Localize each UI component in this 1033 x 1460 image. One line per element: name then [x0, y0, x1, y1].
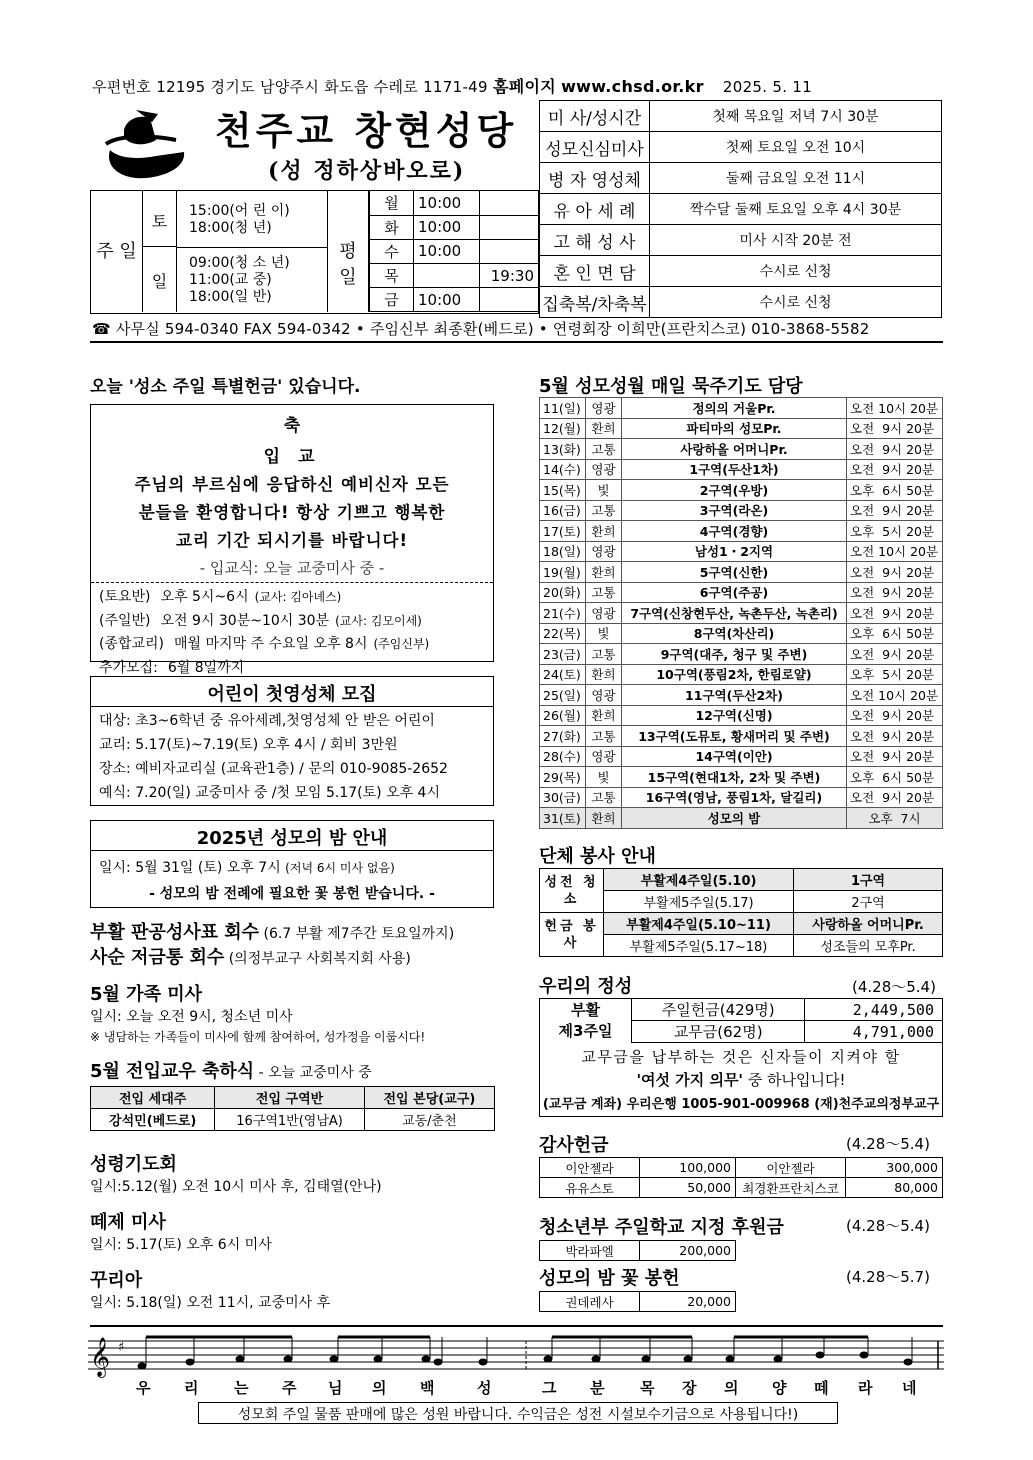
weekday-am: 10:00 — [414, 215, 480, 239]
rosary-row — [540, 623, 943, 644]
rosary-group: 2구역(우방) — [622, 480, 847, 501]
rosary-table — [539, 397, 943, 829]
mass-schedule — [90, 190, 539, 314]
weekday-pm — [480, 288, 539, 312]
rosary-date: 30(금) — [540, 787, 586, 808]
rosary-date: 22(목) — [540, 623, 586, 644]
lyric-syllable: 라 — [858, 1379, 873, 1397]
service-name: 병 자 영성체 — [540, 163, 650, 194]
weekday-day: 화 — [370, 215, 414, 239]
rosary-mystery: 고통 — [586, 644, 622, 665]
class-line: 추가모집: 6월 8일까지 — [99, 659, 245, 676]
weekday-pm — [480, 215, 539, 239]
rosary-time: 오전 9시 20분 — [847, 459, 943, 480]
spirit-prayer-line: 일시:5.12(월) 오전 10시 미사 후, 김태열(안나) — [90, 1179, 382, 1195]
rosary-row — [540, 808, 943, 829]
rosary-mystery: 고통 — [586, 582, 622, 603]
rosary-date: 29(목) — [540, 767, 586, 788]
weekday-day: 수 — [370, 239, 414, 263]
lyric-syllable: 주 — [282, 1379, 297, 1397]
lyric-syllable: 님 — [328, 1379, 343, 1397]
lyric-syllable: 목 — [640, 1379, 655, 1397]
weekday-am — [414, 264, 480, 288]
rosary-date: 15(목) — [540, 480, 586, 501]
service-name: 집축복/차축복 — [540, 287, 650, 318]
rosary-row — [540, 439, 943, 460]
rosary-group: 3구역(라온) — [622, 500, 847, 521]
rosary-mystery: 빛 — [586, 767, 622, 788]
rosary-mystery: 고통 — [586, 787, 622, 808]
note-head — [284, 1356, 293, 1363]
first-communion-box: 어린이 첫영성체 모집 대상: 초3~6학년 중 유아세례,첫영성체 안 받은 어린이 교리: 5.17(토)~7.19(토) 오후 4시 / 회비 3만원 장소: 예비자교리실 (교육관1층) / 문의 010-9085-2652 예식: 7.20(일) 교중미사 중 /첫 모임 5.17(토) 오후 4시 — [90, 676, 494, 806]
weekday-label: 평 일 — [327, 191, 369, 312]
flowers-period: (4.28～5.7) — [846, 1268, 930, 1286]
homepage-link[interactable]: www.chsd.or.kr — [561, 77, 704, 96]
rosary-row — [540, 705, 943, 726]
rosary-date: 13(화) — [540, 439, 586, 460]
svg-text:♯: ♯ — [118, 1340, 125, 1355]
rosary-time: 오전 9시 20분 — [847, 603, 943, 624]
sunday-day: 일 — [143, 247, 177, 312]
youth-table: 박라파엘 200,000 — [539, 1240, 736, 1261]
rosary-time: 오전 9시 20분 — [847, 418, 943, 439]
class-line: (토요반) 오후 5시~6시 (교사: 김아녜스) — [99, 589, 342, 605]
rosary-mystery: 영광 — [586, 541, 622, 562]
rosary-row — [540, 644, 943, 665]
rosary-date: 20(화) — [540, 582, 586, 603]
service-row — [540, 101, 942, 132]
lyric-syllable: 떼 — [814, 1379, 829, 1397]
rosary-date: 24(토) — [540, 664, 586, 685]
note-head — [816, 1352, 825, 1359]
rosary-row — [540, 685, 943, 706]
service-name: 유 아 세 례 — [540, 194, 650, 225]
weekday-row — [370, 191, 539, 215]
newcomers-title: 5월 전입교우 축하식 - 오늘 교중미사 중 — [90, 1061, 372, 1082]
rosary-time: 오후 5시 20분 — [847, 664, 943, 685]
rosary-group: 12구역(신명) — [622, 705, 847, 726]
rosary-time: 오후 5시 20분 — [847, 521, 943, 542]
note-head — [330, 1356, 339, 1363]
rosary-title: 5월 성모성월 매일 묵주기도 담당 — [539, 376, 803, 397]
rosary-group: 8구역(차산리) — [622, 623, 847, 644]
service-name: 성모신심미사 — [540, 132, 650, 163]
rosary-group: 성모의 밤 — [622, 808, 847, 829]
flowers-table: 권데레사 20,000 — [539, 1291, 736, 1312]
service-row — [540, 132, 942, 163]
rosary-time: 오전 9시 20분 — [847, 705, 943, 726]
curia-line: 일시: 5.18(일) 오전 11시, 교중미사 후 — [90, 1295, 331, 1311]
family-mass-note: ※ 냉담하는 가족들이 미사에 함께 참여하여, 성가정을 이룹시다! — [90, 1030, 426, 1044]
lyric-syllable: 리 — [184, 1379, 199, 1397]
weekday-day: 목 — [370, 264, 414, 288]
taize-title: 떼제 미사 — [90, 1212, 166, 1233]
parish-name: 천주교 창현성당 — [215, 108, 518, 153]
rosary-group: 남성1・2지역 — [622, 541, 847, 562]
rosary-time: 오전 9시 20분 — [847, 562, 943, 583]
parish-patron: (성 정하상바오로) — [268, 158, 466, 184]
contrib-period: (4.28～5.4) — [852, 978, 936, 996]
rosary-date: 19(월) — [540, 562, 586, 583]
note-head — [774, 1356, 783, 1363]
rosary-group: 14구역(이안) — [622, 746, 847, 767]
rosary-date: 18(일) — [540, 541, 586, 562]
note-head — [236, 1356, 245, 1363]
note-head — [479, 1359, 488, 1366]
family-mass-title: 5월 가족 미사 — [90, 984, 202, 1005]
rosary-time: 오전 9시 20분 — [847, 439, 943, 460]
rosary-group: 16구역(영남, 풍림1차, 달길리) — [622, 787, 847, 808]
rosary-row — [540, 767, 943, 788]
rosary-time: 오후 6시 50분 — [847, 767, 943, 788]
admission-box: 축 입 교 주님의 부르심에 응답하신 예비신자 모든 분들을 환영합니다! 항상 기쁘고 행복한 교리 기간 되시기를 바랍니다! - 입교식: 오늘 교중미사 중 - (토요반) 오후 5시~6시 (교사: 김아녜스) (주일반) 오전 9시 30분~10시 30분 (교사: 김모이세) (종합교리) 매월 마지막 주 수요일 오후 8시 (주임신부) 추가모집: 6월 8일까지 — [90, 404, 494, 662]
rosary-date: 16(금) — [540, 500, 586, 521]
rosary-date: 28(수) — [540, 746, 586, 767]
service-value: 미사 시작 20분 전 — [650, 225, 942, 256]
rosary-mystery: 영광 — [586, 398, 622, 419]
weekday-day: 월 — [370, 191, 414, 215]
rosary-row — [540, 582, 943, 603]
rosary-mystery: 영광 — [586, 603, 622, 624]
rosary-row — [540, 459, 943, 480]
weekday-row — [370, 215, 539, 239]
rosary-mystery: 고통 — [586, 439, 622, 460]
rosary-mystery: 고통 — [586, 500, 622, 521]
weekday-pm — [480, 191, 539, 215]
taize-line: 일시: 5.17(토) 오후 6시 미사 — [90, 1237, 272, 1253]
rosary-row — [540, 562, 943, 583]
rosary-mystery: 영광 — [586, 459, 622, 480]
rosary-date: 12(월) — [540, 418, 586, 439]
note-head — [422, 1356, 431, 1363]
rosary-time: 오후 6시 50분 — [847, 623, 943, 644]
rosary-group: 6구역(주공) — [622, 582, 847, 603]
service-value: 첫째 토요일 오전 10시 — [650, 132, 942, 163]
rosary-mystery: 빛 — [586, 480, 622, 501]
staff-title: 단체 봉사 안내 — [539, 846, 656, 867]
rosary-group: 사랑하올 어머니Pr. — [622, 439, 847, 460]
sunday-label: 주 일 — [91, 191, 143, 312]
thanks-period: (4.28～5.4) — [846, 1135, 930, 1153]
thanks-table: 이안젤라 100,000 이안젤라 300,000 유유스토 50,000 최경환프란치스코 80,000 — [539, 1157, 943, 1198]
youth-period: (4.28～5.4) — [846, 1217, 930, 1235]
rosary-date: 21(수) — [540, 603, 586, 624]
rosary-row — [540, 603, 943, 624]
rosary-date: 26(월) — [540, 705, 586, 726]
rosary-time: 오후 6시 50분 — [847, 480, 943, 501]
rosary-group: 15구역(현대1차, 2차 및 주변) — [622, 767, 847, 788]
note-head — [186, 1359, 195, 1366]
marian-night-box: 2025년 성모의 밤 안내 일시: 5월 31일 (토) 오후 7시 (저녁 6시 미사 없음) - 성모의 밤 전례에 필요한 꽃 봉헌 받습니다. - — [90, 820, 494, 908]
header-address: 우편번호 12195 경기도 남양주시 화도읍 수레로 1171-49 홈페이지 www.chsd.or.kr 2025. 5. 11 — [92, 77, 813, 96]
rosary-mystery: 환희 — [586, 705, 622, 726]
rosary-mystery: 영광 — [586, 746, 622, 767]
note-head — [544, 1356, 553, 1363]
service-row — [540, 287, 942, 318]
lyric-syllable: 양 — [772, 1379, 787, 1397]
contact-line: ☎ 사무실 594-0340 FAX 594-0342 • 주임신부 최종환(베드로) • 연령회장 이희만(프란치스코) 010-3868-5582 — [92, 320, 870, 338]
rosary-time: 오전 9시 20분 — [847, 644, 943, 665]
service-value: 짝수달 둘째 토요일 오후 4시 30분 — [650, 194, 942, 225]
rosary-time: 오전 9시 20분 — [847, 582, 943, 603]
contrib-title: 우리의 정성 — [539, 976, 633, 997]
rosary-time: 오후 7시 — [847, 808, 943, 829]
class-line: (주일반) 오전 9시 30분~10시 30분 (교사: 김모이세) — [99, 612, 422, 629]
rosary-date: 23(금) — [540, 644, 586, 665]
rosary-group: 9구역(대주, 청구 및 주변) — [622, 644, 847, 665]
rosary-row — [540, 664, 943, 685]
service-row — [540, 256, 942, 287]
curia-title: 꾸리아 — [90, 1270, 143, 1291]
thanks-title: 감사헌금 — [539, 1135, 609, 1156]
weekday-day: 금 — [370, 288, 414, 312]
footer-notice: 성모회 주일 물품 판매에 많은 성원 바랍니다. 수익금은 성전 시설보수기금으로 사용됩니다!) — [198, 1402, 838, 1424]
service-value: 둘째 금요일 오전 11시 — [650, 163, 942, 194]
rosary-row — [540, 500, 943, 521]
note-head — [138, 1363, 147, 1370]
service-value: 수시로 신청 — [650, 256, 942, 287]
rosary-group: 파티마의 성모Pr. — [622, 418, 847, 439]
service-name: 고 해 성 사 — [540, 225, 650, 256]
rosary-row — [540, 398, 943, 419]
note-head — [684, 1356, 693, 1363]
newcomers-table: 전입 세대주 전입 구역반 전입 본당(교구) 강석민(베드로) 16구역1반(영남A) 교동/춘천 — [90, 1086, 495, 1131]
rosary-row — [540, 726, 943, 747]
rosary-time: 오전 10시 20분 — [847, 398, 943, 419]
note-head — [642, 1356, 651, 1363]
rosary-time: 오전 10시 20분 — [847, 685, 943, 706]
rosary-group: 11구역(두산2차) — [622, 685, 847, 706]
service-name: 혼 인 면 담 — [540, 256, 650, 287]
note-head — [434, 1359, 443, 1366]
rosary-date: 25(일) — [540, 685, 586, 706]
piggy-bank: 사순 저금통 회수 (의정부교구 사회복지회 사용) — [90, 947, 411, 968]
rosary-mystery: 환희 — [586, 664, 622, 685]
note-head — [904, 1359, 913, 1366]
weekday-table — [369, 191, 538, 312]
weekday-am: 10:00 — [414, 191, 480, 215]
note-head — [860, 1352, 869, 1359]
rosary-group: 10구역(풍림2차, 한림로얄) — [622, 664, 847, 685]
lyric-syllable: 의 — [372, 1379, 387, 1397]
youth-title: 청소년부 주일학교 지정 후원금 — [539, 1217, 784, 1238]
rosary-mystery: 환희 — [586, 562, 622, 583]
parish-logo-icon — [96, 100, 192, 184]
rosary-mystery: 환희 — [586, 521, 622, 542]
weekday-pm — [480, 239, 539, 263]
lyric-syllable: 장 — [682, 1379, 697, 1397]
staff-table: 성전 청소 부활제4주일(5.10) 1구역 부활제5주일(5.17) 2구역 헌금 봉사 부활제4주일(5.10~11) 사랑하올 어머니Pr. 부활제5주일(5.17~18) 성조들의 모후Pr. — [539, 868, 943, 957]
service-name: 미 사/성시간 — [540, 101, 650, 132]
service-row — [540, 163, 942, 194]
service-value: 첫째 목요일 저녁 7시 30분 — [650, 101, 942, 132]
lyric-syllable: 우 — [136, 1379, 151, 1397]
sunday-times: 09:00(청 소 년) 11:00(교 중) 18:00(일 반) — [189, 255, 290, 305]
weekday-row — [370, 288, 539, 312]
service-row — [540, 194, 942, 225]
saturday-day: 토 — [143, 191, 177, 247]
lyric-syllable: 성 — [477, 1379, 492, 1397]
rosary-row — [540, 521, 943, 542]
saturday-times: 15:00(어 린 이) 18:00(청 년) — [189, 203, 290, 236]
rosary-time: 오전 10시 20분 — [847, 541, 943, 562]
weekday-am: 10:00 — [414, 288, 480, 312]
rosary-group: 7구역(신창현두산, 녹촌두산, 녹촌리) — [622, 603, 847, 624]
rosary-row — [540, 541, 943, 562]
rosary-mystery: 영광 — [586, 685, 622, 706]
rosary-group: 4구역(경향) — [622, 521, 847, 542]
lyric-syllable: 의 — [724, 1379, 739, 1397]
weekday-am: 10:00 — [414, 239, 480, 263]
note-head — [726, 1356, 735, 1363]
service-value: 수시로 신청 — [650, 287, 942, 318]
rosary-mystery: 고통 — [586, 726, 622, 747]
services-table — [539, 100, 942, 318]
rosary-row — [540, 418, 943, 439]
rosary-row — [540, 746, 943, 767]
rosary-date: 27(화) — [540, 726, 586, 747]
lyric-syllable: 는 — [234, 1379, 249, 1397]
confession-ticket: 부활 판공성사표 회수 (6.7 부활 제7주간 토요일까지) — [90, 922, 455, 943]
lyric-syllable: 네 — [902, 1379, 917, 1397]
weekday-pm: 19:30 — [480, 264, 539, 288]
rosary-time: 오전 9시 20분 — [847, 787, 943, 808]
note-head — [374, 1356, 383, 1363]
family-mass-line: 일시: 오늘 오전 9시, 청소년 미사 — [90, 1009, 293, 1025]
weekday-row — [370, 239, 539, 263]
rosary-date: 11(일) — [540, 398, 586, 419]
note-head — [592, 1356, 601, 1363]
song-lyrics — [88, 1377, 946, 1399]
flowers-title: 성모의 밤 꽃 봉헌 — [539, 1268, 680, 1289]
rosary-date: 14(수) — [540, 459, 586, 480]
rosary-row — [540, 787, 943, 808]
rosary-mystery: 환희 — [586, 808, 622, 829]
lyric-syllable: 그 — [542, 1379, 557, 1397]
rosary-group: 5구역(신한) — [622, 562, 847, 583]
spirit-prayer-title: 성령기도회 — [90, 1154, 177, 1175]
rosary-group: 13구역(도뮤토, 황새머리 및 주변) — [622, 726, 847, 747]
rosary-time: 오전 9시 20분 — [847, 500, 943, 521]
rosary-row — [540, 480, 943, 501]
rosary-time: 오전 9시 20분 — [847, 726, 943, 747]
rosary-mystery: 빛 — [586, 623, 622, 644]
rosary-time: 오전 9시 20분 — [847, 746, 943, 767]
weekday-row — [370, 264, 539, 288]
class-line: (종합교리) 매월 마지막 주 수요일 오후 8시 (주임신부) — [99, 636, 430, 652]
rosary-group: 정의의 거울Pr. — [622, 398, 847, 419]
rosary-date: 17(토) — [540, 521, 586, 542]
rosary-mystery: 환희 — [586, 418, 622, 439]
special-offering: 오늘 '성소 주일 특별헌금' 있습니다. — [90, 377, 361, 397]
treble-clef-icon: 𝄞 — [90, 1337, 111, 1377]
lyric-syllable: 분 — [590, 1379, 605, 1397]
service-row — [540, 225, 942, 256]
contrib-table: 부활 제3주일 주일헌금(429명) 2,449,500 교무금(62명) 4,791,000 교무금을 납부하는 것은 신자들이 지켜야 할 '여섯 가지 의무' 중 하나입니다! (교무금 계좌) 우리은행 1005-901-009968 (재)천주교의정부교구 — [539, 998, 943, 1117]
rosary-group: 1구역(두산1차) — [622, 459, 847, 480]
lyric-syllable: 백 — [420, 1379, 435, 1397]
rosary-date: 31(토) — [540, 808, 586, 829]
